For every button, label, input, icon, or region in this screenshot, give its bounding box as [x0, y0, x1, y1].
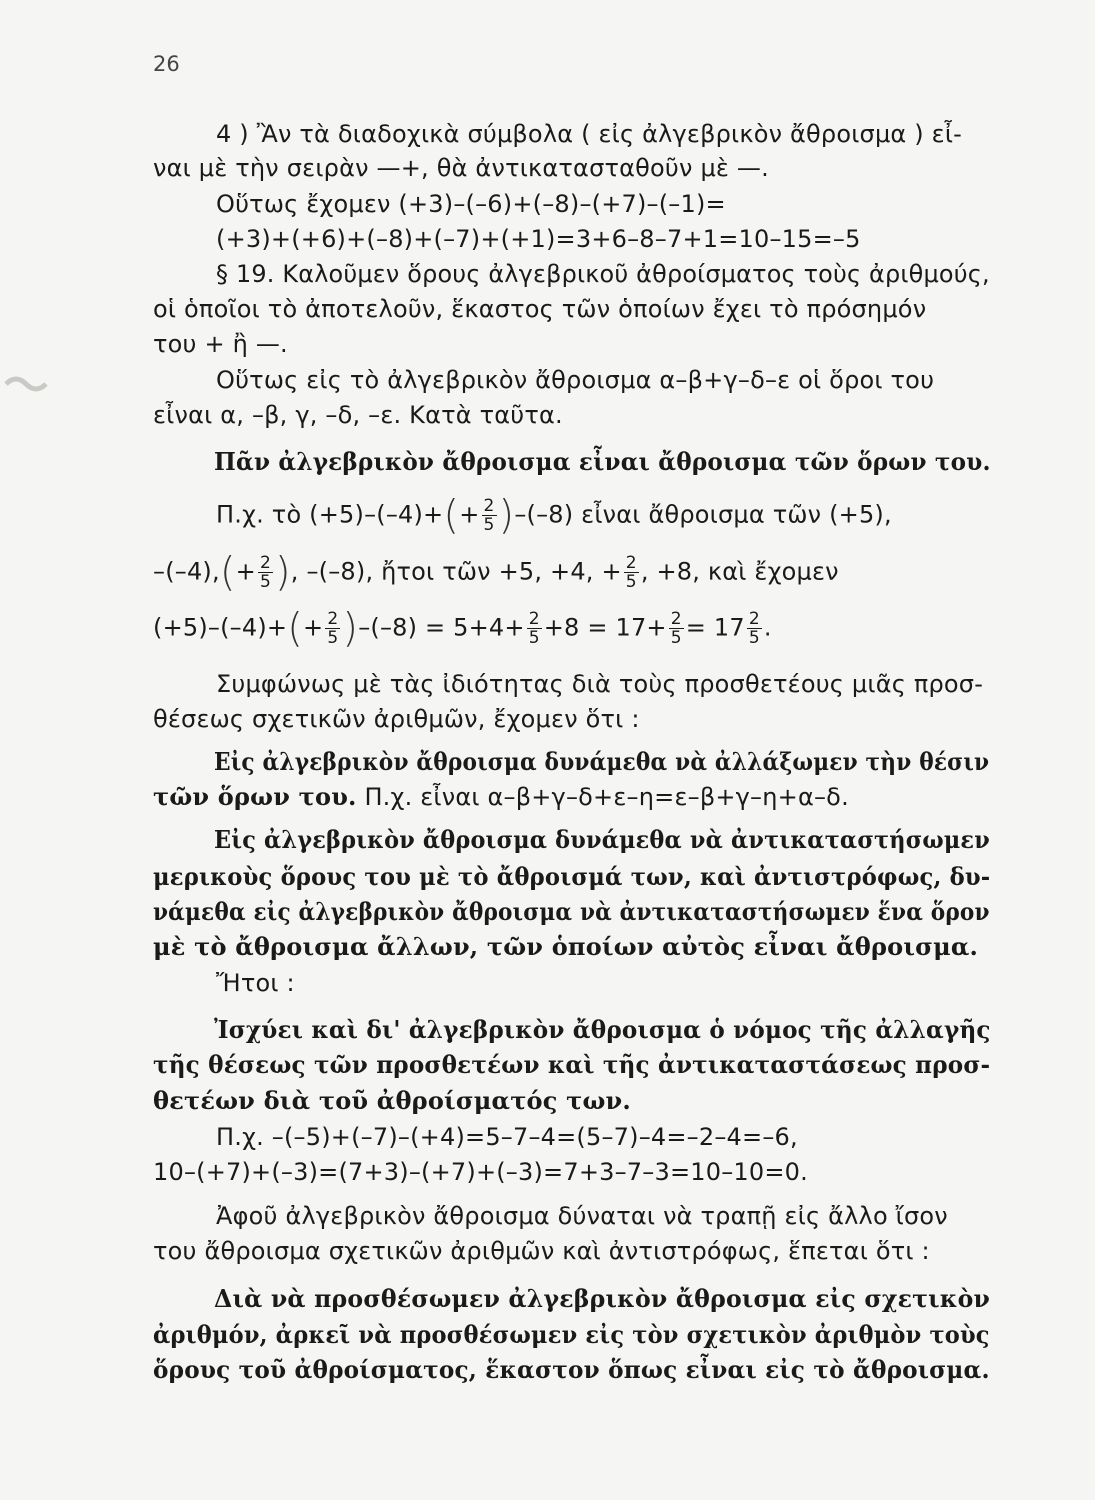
equation-line: (+3)+(+6)+(–8)+(–7)+(+1)=3+6–8–7+1=10–15=–5	[216, 225, 861, 253]
paren-open: (	[443, 492, 460, 539]
fraction-denominator: 5	[483, 515, 495, 535]
text-line: εἶναι α, –β, γ, –δ, –ε. Κατὰ ταῦτα.	[153, 401, 563, 429]
section-heading-line: § 19. Καλοῦμεν ὅρους ἀλγεβρικοῦ ἀθροίσματος τοὺς ἀριθμούς,	[216, 260, 990, 288]
law-statement: τῆς θέσεως τῶν προσθετέων καὶ τῆς ἀντικαταστάσεως προσ-	[153, 1050, 991, 1079]
example-line	[153, 549, 839, 596]
example-line	[216, 492, 892, 539]
fraction-numerator: 2	[625, 553, 637, 573]
paren-close: )	[498, 492, 515, 539]
example-text: .	[763, 613, 772, 642]
fraction-denominator: 5	[625, 572, 637, 592]
example-text: Π.χ. εἶναι α–β+γ–δ+ε–η=ε–β+γ–η+α–δ.	[356, 783, 849, 811]
example-text: +8 = 17+	[543, 613, 667, 642]
text-line: του + ἢ —.	[153, 330, 288, 358]
rule-statement: Πᾶν ἀλγεβρικὸν ἄθροισμα εἶναι ἄθροισμα τῶν ὅρων του.	[214, 447, 991, 476]
text-line: θέσεως σχετικῶν ἀριθμῶν, ἔχομεν ὅτι :	[153, 705, 640, 733]
fraction-numerator: 2	[327, 609, 339, 629]
text-line: του ἄθροισμα σχετικῶν ἀριθμῶν καὶ ἀντιστρόφως, ἕπεται ὅτι :	[153, 1237, 930, 1265]
fraction-denominator: 5	[528, 628, 540, 648]
fraction-numerator: 2	[259, 553, 271, 573]
rule-statement: Διὰ νὰ προσθέσωμεν ἀλγεβρικὸν ἄθροισμα εἰς σχετικὸν	[214, 1284, 991, 1313]
fraction-denominator: 5	[670, 628, 682, 648]
rule-statement: μὲ τὸ ἄθροισμα ἄλλων, τῶν ὁποίων αὐτὸς εἶναι ἄθροισμα.	[153, 932, 979, 961]
paren-close: )	[274, 549, 291, 596]
law-statement: θετέων διὰ τοῦ ἀθροίσματός των.	[153, 1086, 631, 1115]
example-text: +	[459, 500, 480, 529]
rule-statement-line	[153, 780, 849, 814]
example-text: (+5)–(–4)+	[153, 613, 288, 642]
paren-open: (	[219, 549, 236, 596]
fraction-denominator: 5	[327, 628, 339, 648]
paren-open: (	[287, 605, 304, 652]
text-line: Ἀφοῦ ἀλγεβρικὸν ἄθροισμα δύναται νὰ τραπῇ εἰς ἄλλο ἴσον	[216, 1202, 948, 1230]
page-number: 26	[153, 52, 180, 76]
example-text: +	[303, 613, 324, 642]
fraction	[527, 610, 542, 647]
fraction	[325, 610, 340, 647]
fraction	[624, 554, 639, 591]
text-line: Οὕτως εἰς τὸ ἀλγεβρικὸν ἄθροισμα α–β+γ–δ–ε οἱ ὅροι του	[216, 366, 935, 394]
margin-mark	[0, 372, 62, 396]
example-text: –(–8) εἶναι ἄθροισμα τῶν (+5),	[514, 500, 892, 529]
text-line: 4 ) Ἂν τὰ διαδοχικὰ σύμβολα ( εἰς ἀλγεβρικὸν ἄθροισμα ) εἶ-	[216, 120, 963, 148]
fraction-numerator: 2	[528, 609, 540, 629]
example-text: , –(–8), ἤτοι τῶν +5, +4, +	[290, 557, 622, 586]
fraction-numerator: 2	[670, 609, 682, 629]
example-line: Π.χ. –(–5)+(–7)–(+4)=5–7–4=(5–7)–4=–2–4=–6,	[216, 1123, 798, 1151]
fraction	[482, 497, 497, 534]
example-text: –(–8) = 5+4+	[358, 613, 525, 642]
rule-statement: ὅρους τοῦ ἀθροίσματος, ἕκαστον ὅπως εἶναι εἰς τὸ ἄθροισμα.	[153, 1355, 990, 1384]
text-line: Συμφώνως μὲ τὰς ἰδιότητας διὰ τοὺς προσθετέους μιᾶς προσ-	[216, 670, 984, 698]
fraction-numerator: 2	[483, 496, 495, 516]
rule-text: τῶν ὅρων του.	[153, 782, 357, 811]
fraction-numerator: 2	[748, 609, 760, 629]
paren-close: )	[342, 605, 359, 652]
example-text: –(–4),	[153, 557, 220, 586]
rule-statement: μερικοὺς ὅρους του μὲ τὸ ἄθροισμά των, καὶ ἀντιστρόφως, δυ-	[153, 862, 991, 891]
example-line	[153, 605, 772, 652]
rule-statement: Εἰς ἀλγεβρικὸν ἄθροισμα δυνάμεθα νὰ ἀντικαταστήσωμεν	[214, 825, 990, 854]
rule-statement: ἀριθμόν, ἀρκεῖ νὰ προσθέσωμεν εἰς τὸν σχετικὸν ἀριθμὸν τοὺς	[153, 1320, 990, 1349]
example-text: +	[235, 557, 256, 586]
fraction	[747, 610, 762, 647]
rule-statement: Εἰς ἀλγεβρικὸν ἄθροισμα δυνάμεθα νὰ ἀλλάξωμεν τὴν θέσιν	[214, 747, 990, 776]
fraction-denominator: 5	[748, 628, 760, 648]
fraction-denominator: 5	[259, 572, 271, 592]
fraction	[258, 554, 273, 591]
example-text: , +8, καὶ ἔχομεν	[640, 557, 839, 586]
text-line: Ἤτοι :	[216, 969, 295, 997]
text-line: Οὕτως ἔχομεν (+3)–(–6)+(–8)–(+7)–(–1)=	[216, 190, 726, 218]
example-line: 10–(+7)+(–3)=(7+3)–(+7)+(–3)=7+3–7–3=10–10=0.	[153, 1158, 808, 1186]
fraction	[669, 610, 684, 647]
law-statement: Ἰσχύει καὶ δι' ἀλγεβρικὸν ἄθροισμα ὁ νόμος τῆς ἀλλαγῆς	[214, 1015, 991, 1044]
rule-statement: νάμεθα εἰς ἀλγεβρικὸν ἄθροισμα νὰ ἀντικαταστήσωμεν ἕνα ὅρον	[153, 897, 990, 926]
text-line: οἱ ὁποῖοι τὸ ἀποτελοῦν, ἕκαστος τῶν ὁποίων ἔχει τὸ πρόσημόν	[153, 295, 927, 323]
example-text: Π.χ. τὸ (+5)–(–4)+	[216, 500, 444, 529]
text-line: ναι μὲ τὴν σειρὰν —+, θὰ ἀντικατασταθοῦν μὲ —.	[153, 154, 769, 182]
example-text: = 17	[685, 613, 745, 642]
